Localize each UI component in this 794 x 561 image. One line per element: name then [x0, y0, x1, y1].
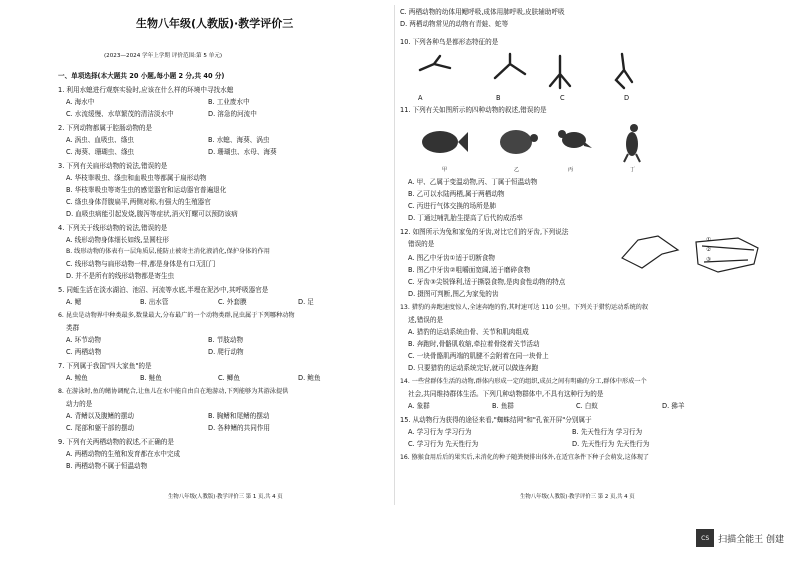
q7-option-c: C. 鲫鱼: [218, 374, 240, 382]
question-8: 8. 在游泳时,鱼的鳍协调配合,让鱼儿在水中能自由自在地游动,下列能够为其游泳提供: [58, 388, 289, 395]
question-9: 9. 下列有关两栖动物的叙述,不正确的是: [58, 438, 174, 446]
question-10: 10. 下列各种鸟是都形态特征的是: [400, 38, 499, 46]
q11-option-a: A. 甲、乙属于变温动物,丙、丁属于恒温动物: [408, 178, 538, 186]
question-11: 11. 下列有关如图所示的四种动物的叙述,错误的是: [400, 106, 547, 114]
animal-label-jia: 甲: [442, 167, 448, 173]
section-heading: 一、单项选择(本大题共 20 小题,每小题 2 分,共 40 分): [58, 72, 225, 80]
q11-option-c: C. 丙进行气体交换的场所是肺: [408, 202, 496, 210]
q2-option-d: D. 珊瑚虫、水母、海葵: [208, 148, 277, 156]
q12-option-c: C. 牙齿③尖锐锋利,适于撕裂食物,是肉食性动物的特点: [408, 278, 566, 286]
bird-feet-figure: [410, 50, 650, 94]
q13-option-b: B. 奔跑时,骨骼肌收缩,牵拉着骨绕着关节活动: [408, 340, 540, 348]
q3-option-d: D. 血吸虫病能引起发烧,腹泻等症状,消灭钉螺可以预防该病: [66, 210, 238, 218]
q1-option-c: C. 水流缓慢、水草繁茂的清洁淡水中: [66, 110, 174, 118]
q14-option-a: A. 象群: [408, 402, 430, 410]
q13-option-c: C. 一块骨骼肌两端的肌腱不会附着在同一块骨上: [408, 352, 549, 360]
q15-option-d: D. 先天性行为 先天性行为: [572, 440, 650, 448]
question-12-cont: 错误的是: [408, 240, 435, 248]
page-divider: [394, 5, 395, 505]
question-12: 12. 如图所示为兔和家兔的牙齿,对比它们的牙齿,下列说法: [400, 228, 569, 236]
scanner-watermark: [696, 529, 784, 547]
question-6-cont: 类群: [66, 324, 80, 332]
q9-option-c: C. 两栖动物的幼体用鳃呼吸,成体用肺呼吸,皮肤辅助呼吸: [400, 8, 565, 16]
q9-option-d: D. 两栖动物常见的动物有青蛙、蛇等: [400, 20, 509, 28]
teeth-figure: [618, 228, 768, 286]
q5-option-d: D. 足: [298, 298, 314, 306]
question-13-cont: 述,错误的是: [408, 316, 444, 324]
exam-subtitle: (2023—2024 学年上学期 评价范围:第 5 单元): [104, 53, 223, 59]
q14-option-c: C. 白蚁: [576, 402, 598, 410]
left-footer: 生物八年级(人教版)·教学评价三 第 1 页,共 4 页: [168, 494, 283, 500]
q3-option-b: B. 华枝睾吸虫等寄生虫的感觉器官和运动器官普遍退化: [66, 186, 227, 194]
q2-option-c: C. 海葵、珊瑚虫、绦虫: [66, 148, 135, 156]
q13-option-a: A. 猎豹的运动系统由骨、关节和肌肉组成: [408, 328, 529, 336]
q3-option-c: C. 绦虫身体背腹扁平,两侧对称,有强大的生殖器官: [66, 198, 211, 206]
q14-option-b: B. 鱼群: [492, 402, 514, 410]
q9-option-a: A. 两栖动物的生殖和发育都在水中完成: [66, 450, 181, 458]
question-4: 4. 下列关于线形动物的说法,错误的是: [58, 224, 168, 232]
q6-option-d: D. 爬行动物: [208, 348, 244, 356]
q13-option-d: D. 只要猎豹的运动系统完好,就可以做连奔跑: [408, 364, 539, 372]
q1-option-b: B. 工业废水中: [208, 98, 250, 106]
jaw-label-3: ③: [706, 257, 711, 263]
q8-option-b: B. 胸鳍和尾鳍的摆动: [208, 412, 270, 420]
q10-label-d: D: [624, 94, 630, 102]
jaw-label-2: ②: [706, 247, 711, 253]
q6-option-c: C. 两栖动物: [66, 348, 102, 356]
question-8-cont: 动力的是: [66, 400, 93, 408]
q4-option-c: C. 线形动物与扁形动物一样,都是身体是有口无肛门: [66, 260, 216, 268]
jaw-label-1: ①: [706, 237, 711, 243]
q12-option-a: A. 图乙中牙齿①适于切断食物: [408, 254, 496, 262]
q1-option-a: A. 海水中: [66, 98, 95, 106]
q5-option-c: C. 外套膜: [218, 298, 247, 306]
question-6: 6. 昆虫是动物界中种类最多,数量最大,分布最广的一个动物类群,昆虫属于下列哪种动物: [58, 312, 295, 319]
q10-label-a: A: [418, 94, 423, 102]
q15-option-b: B. 先天性行为 学习行为: [572, 428, 643, 436]
q12-option-d: D. 摄图可判断,图乙为家兔的齿: [408, 290, 499, 298]
q14-option-d: D. 狒羊: [662, 402, 685, 410]
q5-option-b: B. 出水管: [140, 298, 169, 306]
question-2: 2. 下列动物都属于腔肠动物的是: [58, 124, 153, 132]
q8-option-a: A. 背鳍以及腹鳍的摆动: [66, 412, 134, 420]
q10-label-b: B: [496, 94, 501, 102]
animal-label-yi: 乙: [514, 167, 520, 173]
q15-option-a: A. 学习行为 学习行为: [408, 428, 472, 436]
q6-option-a: A. 环节动物: [66, 336, 101, 344]
question-5: 5. 同蚯生活在淡水湖泊、池沼、河流等水底,半埋在泥沙中,其呼吸器官是: [58, 286, 269, 294]
q4-option-d: D. 并不是所有的线形动物都是寄生虫: [66, 272, 175, 280]
right-footer: 生物八年级(人教版)·教学评价三 第 2 页,共 4 页: [520, 494, 635, 500]
q8-option-d: D. 各种鳍的共同作用: [208, 424, 271, 432]
question-16: 16. 猕猴食用后后的果实后,未消化的种子随粪便排出体外,在适宜条件下种子会萌发,这体现了: [400, 454, 650, 461]
q7-option-d: D. 鲍鱼: [298, 374, 321, 382]
q1-option-d: D. 溶急的河流中: [208, 110, 257, 118]
q4-option-a: A. 线形动物身体细长如线,呈圆柱形: [66, 236, 169, 244]
q7-option-a: A. 鲸鱼: [66, 374, 88, 382]
q11-option-d: D. 丁通过哺乳胎生提高了后代的成活率: [408, 214, 523, 222]
animal-label-bing: 丙: [568, 167, 574, 173]
q11-option-b: B. 乙可以水陆两栖,属于两栖动物: [408, 190, 505, 198]
question-14: 14. 一些营群体生活的动物,群体内形成一定的组织,成员之间有明确的分工,群体中形成一个: [400, 378, 647, 385]
q5-option-a: A. 鳃: [66, 298, 82, 306]
question-1: 1. 利用水螅进行观察实验时,应该在什么样的环境中寻找水螅: [58, 86, 234, 94]
q9-option-b: B. 两栖动物不属于恒温动物: [66, 462, 148, 470]
q3-option-a: A. 华枝睾吸虫、绦虫和血吸虫等都属于扁形动物: [66, 174, 207, 182]
q7-option-b: B. 鲢鱼: [140, 374, 162, 382]
question-14-cont: 社会,共同维持群体生活。下列几种动物群体中,不具有这种行为的是: [408, 390, 604, 398]
question-7: 7. 下列属于我国"四大家鱼"的是: [58, 362, 152, 370]
question-13: 13. 猎豹的奔跑速度惊人,全速奔跑的豹,其时速可达 110 公里。下列关于猎豹运动系统的叙: [400, 304, 649, 311]
animal-label-ding: 丁: [630, 167, 636, 173]
q8-option-c: C. 尾部和躯干部的摆动: [66, 424, 135, 432]
animal-figure: [414, 118, 654, 164]
question-3: 3. 下列有关扁形动物的说法,错误的是: [58, 162, 168, 170]
q15-option-c: C. 学习行为 先天性行为: [408, 440, 479, 448]
exam-title: 生物八年级(人教版)·教学评价三: [136, 17, 294, 30]
q10-label-c: C: [560, 94, 565, 102]
scanner-logo-icon: CS: [696, 529, 714, 547]
q2-option-b: B. 水螅、海葵、涡虫: [208, 136, 270, 144]
q4-option-b: B. 线形动物的体表有一层角质层,能防止被寄主消化液消化,保护身体的作用: [66, 248, 270, 255]
q2-option-a: A. 涡虫、血吸虫、绦虫: [66, 136, 134, 144]
scanner-watermark-text: 扫描全能王 创建: [718, 534, 784, 545]
question-15: 15. 从动物行为获得的途径来看,"蜘蛛结网"和"孔雀开屏"分别属于: [400, 416, 592, 424]
q12-option-b: B. 图乙中牙齿②咀嚼面宽阔,适于磨碎食物: [408, 266, 531, 274]
q6-option-b: B. 节肢动物: [208, 336, 244, 344]
